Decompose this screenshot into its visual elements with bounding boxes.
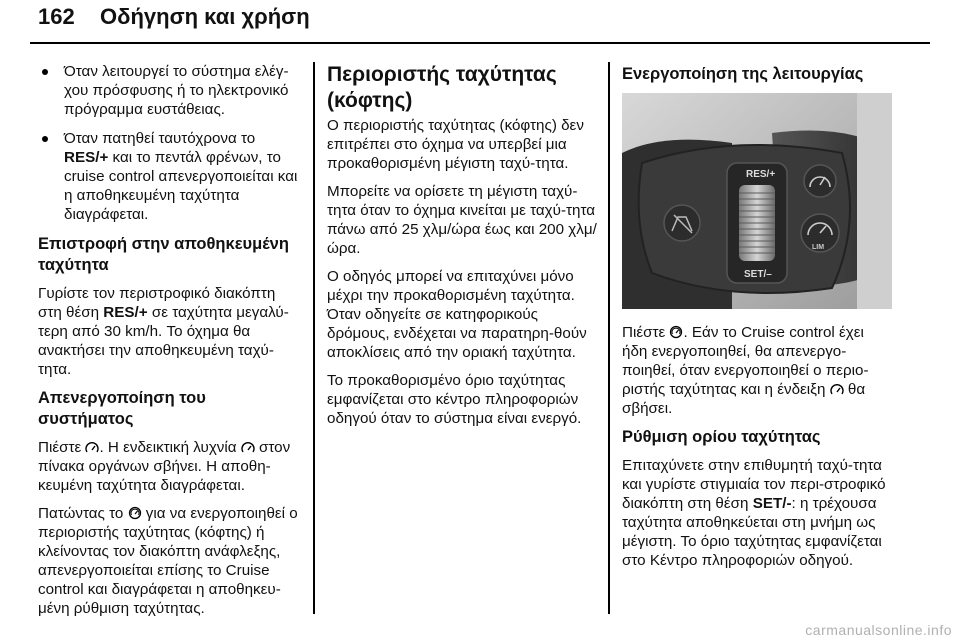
cruise-control-icon xyxy=(830,384,844,396)
header-rule xyxy=(30,42,930,44)
text-post: για να ενεργοποιηθεί ο περιοριστής ταχύτητας (κόφτης) ή κλείνοντας τον διακόπτη ανάφλεξης, απενεργοποιείται επίσης το Cruise control και διαγράφεται η αποθηκευ-μένη ρύθμιση ταχύτητας. xyxy=(38,505,298,617)
page-number: 162 xyxy=(38,4,75,29)
paragraph: Ο οδηγός μπορεί να επιταχύνει μόνο μέχρι την προκαθορισμένη ταχύτητα. Όταν οδηγείτε σε κατηφορικούς δρόμους, ενδέχεται να παρατηρη-θούν αποκλίσεις από την οριακή ταχύτητα. xyxy=(327,268,587,361)
column-middle xyxy=(327,62,602,437)
text-post: στον πίνακα οργάνων σβήνει. Η αποθη-κευμένη ταχύτητα διαγράφεται. xyxy=(38,439,291,494)
paragraph-deactivate-2 xyxy=(38,504,298,618)
column-left xyxy=(38,62,298,627)
set-label: SET/– xyxy=(744,269,772,280)
text-pre: Πατώντας το xyxy=(38,505,128,522)
bullet-item xyxy=(38,62,298,119)
paragraph-set-limit xyxy=(622,456,892,570)
section-title-speed-limiter: Περιοριστής ταχύτητας (κόφτης) xyxy=(327,63,557,112)
text-mid: . Η ενδεικτική λυχνία xyxy=(99,439,241,456)
bullet-icon xyxy=(42,136,48,142)
text-pre: Γυρίστε τον περιστροφικό διακόπτη στη θέση xyxy=(38,285,276,321)
text-pre: Πιέστε xyxy=(38,439,86,456)
column-divider xyxy=(608,62,610,614)
bullet-text-bold: RES/+ xyxy=(64,149,109,166)
heading-set-limit: Ρύθμιση ορίου ταχύτητας xyxy=(622,428,821,446)
bullet-text-post: και το πεντάλ φρένων, το cruise control απενεργοποιείται και η αποθηκευμένη ταχύτητα διαγράφεται. xyxy=(64,149,298,223)
page-header xyxy=(0,0,960,44)
text-bold: SET/- xyxy=(752,495,792,512)
text-post: : η τρέχουσα ταχύτητα αποθηκεύεται στη μνήμη ως μέγιστη. Το όριο ταχύτητας εμφανίζεται στο Κέντρο πληροφοριών οδηγού. xyxy=(622,495,882,569)
bullet-item xyxy=(38,129,298,224)
speed-limiter-icon xyxy=(128,506,142,520)
text-post: σε ταχύτητα μεγαλύ-τερη από 30 km/h. Το όχημα θα ανακτήσει την αποθηκευμένη ταχύ-τητα. xyxy=(38,304,289,378)
heading-deactivate: Απενεργοποίηση του συστήματος xyxy=(38,389,206,428)
paragraph-activate xyxy=(622,323,892,418)
bullet-icon xyxy=(42,69,48,75)
text-pre: Πιέστε xyxy=(622,324,670,341)
text-mid: . Εάν το Cruise control έχει ήδη ενεργοποιηθεί, θα απενεργο-ποιηθεί, όταν ενεργοποιηθεί ο περιο-ριστής ταχύτητας και η ένδειξη xyxy=(622,324,869,398)
column-right xyxy=(622,62,892,579)
text-pre: Επιταχύνετε στην επιθυμητή ταχύ-τητα και γυρίστε στιγμιαία τον περι-στροφικό διακόπτη στη θέση xyxy=(622,457,886,512)
bullet-text: Όταν λειτουργεί το σύστημα ελέγ-χου πρόσφυσης ή το ηλεκτρονικό πρόγραμμα ευστάθειας. xyxy=(64,63,289,118)
text-bold: RES/+ xyxy=(103,304,148,321)
speed-limiter-icon xyxy=(669,325,683,339)
paragraph: Το προκαθορισμένο όριο ταχύτητας εμφανίζεται στο κέντρο πληροφοριών οδηγού όταν το σύστημα είναι ενεργό. xyxy=(327,372,582,427)
paragraph-deactivate-1 xyxy=(38,438,298,495)
column-divider xyxy=(313,62,315,614)
steering-wheel-illustration xyxy=(622,93,892,309)
page-title: Οδήγηση και χρήση xyxy=(100,4,310,29)
paragraph-return-speed xyxy=(38,284,298,379)
cruise-control-icon xyxy=(85,442,99,454)
paragraph: Μπορείτε να ορίσετε τη μέγιστη ταχύ-τητα όταν το όχημα κινείται με ταχύ-τητα πάνω από 25 χλμ/ώρα έως και 200 χλμ/ώρα. xyxy=(327,183,597,257)
lim-label: LIM xyxy=(812,244,825,251)
paragraph: Ο περιοριστής ταχύτητας (κόφτης) δεν επιτρέπει στο όχημα να υπερβεί μια προκαθορισμένη μέγιστη ταχύ-τητα. xyxy=(327,117,584,172)
text-post: θα σβήσει. xyxy=(622,381,866,417)
steering-wheel-controls-image xyxy=(622,93,892,309)
heading-return-speed: Επιστροφή στην αποθηκευμένη ταχύτητα xyxy=(38,235,289,274)
bullet-text-pre: Όταν πατηθεί ταυτόχρονα το xyxy=(64,130,256,147)
cruise-control-icon xyxy=(241,442,255,454)
watermark: carmanualsonline.info xyxy=(805,622,952,638)
heading-activate: Ενεργοποίηση της λειτουργίας xyxy=(622,65,864,83)
res-label: RES/+ xyxy=(746,169,776,180)
